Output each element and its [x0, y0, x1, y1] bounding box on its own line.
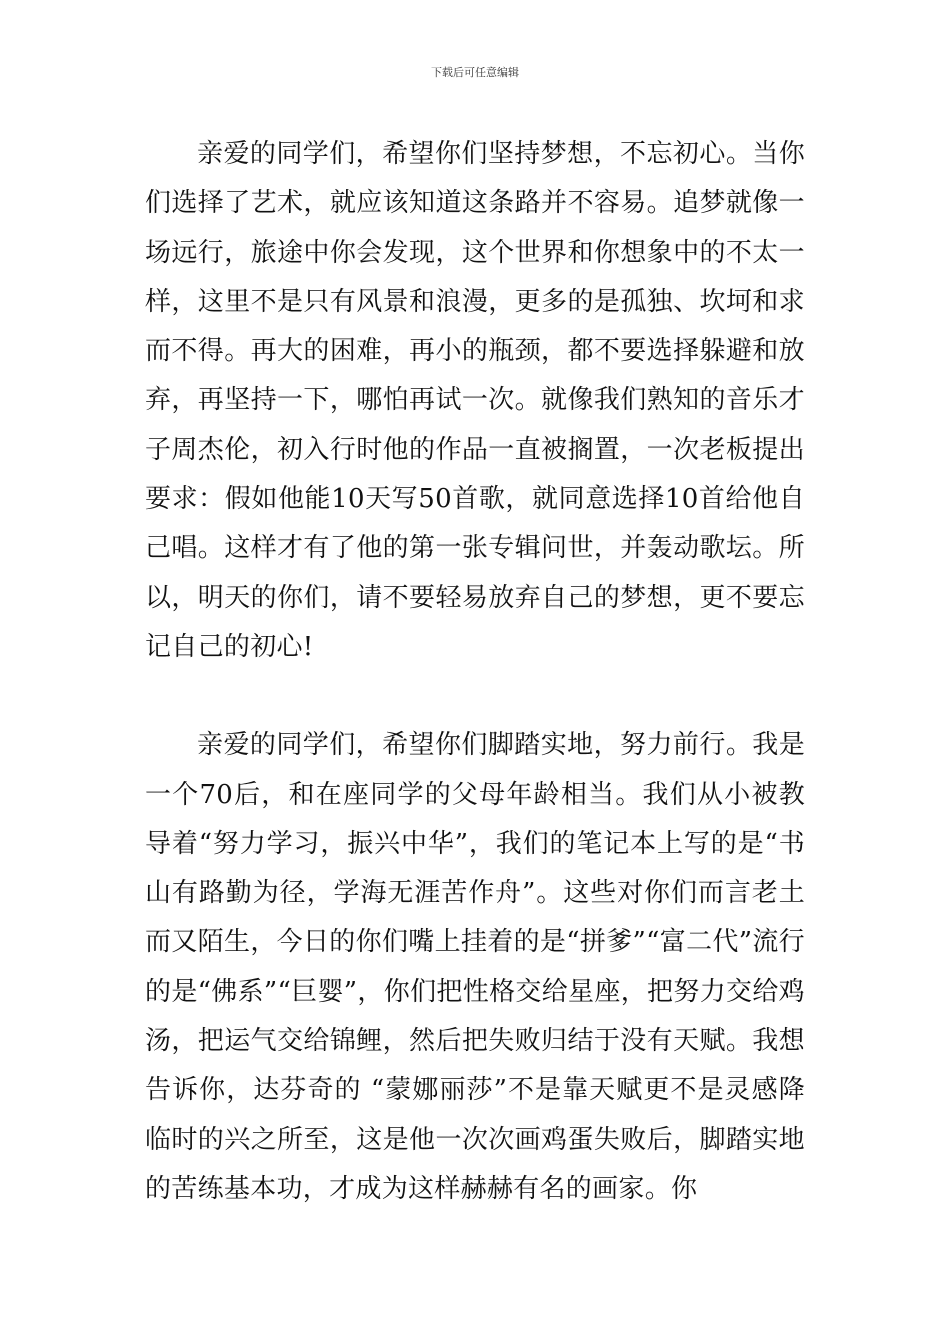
paragraph-dream: 亲爱的同学们，希望你们坚持梦想，不忘初心。当你们选择了艺术，就应该知道这条路并不容易。追梦就像一场远行，旅途中你会发现，这个世界和你想象中的不太一样，这里不是只有风景和浪漫，更多的是孤独、坎坷和求而不得。再大的困难，再小的瓶颈，都不要选择躲避和放弃，再坚持一下，哪怕再试一次。就像我们熟知的音乐才子周杰伦，初入行时他的作品一直被搁置，一次老板提出要求：假如他能10天写50首歌，就同意选择10首给他自己唱。这样才有了他的第一张专辑问世，并轰动歌坛。所以，明天的你们，请不要轻易放弃自己的梦想，更不要忘记自己的初心! [145, 139, 805, 662]
page-header: 下载后可任意编辑 [431, 66, 519, 79]
paragraph-hard-work: 亲爱的同学们，希望你们脚踏实地，努力前行。我是一个70后，和在座同学的父母年龄相当。我们从小被教导着“努力学习，振兴中华”，我们的笔记本上写的是“书山有路勤为径，学海无涯苦作舟”。这些对你们而言老土而又陌生，今日的你们嘴上挂着的是“拼爹”“富二代”流行的是“佛系”“巨婴”，你们把性格交给星座，把努力交给鸡汤，把运气交给锦鲤，然后把失败归结于没有天赋。我想告诉你，达芬奇的 “蒙娜丽莎”不是靠天赋更不是灵感降临时的兴之所至，这是他一次次画鸡蛋失败后，脚踏实地的苦练基本功，才成为这样赫赫有名的画家。你 [145, 730, 805, 1204]
document-body [145, 130, 805, 1214]
